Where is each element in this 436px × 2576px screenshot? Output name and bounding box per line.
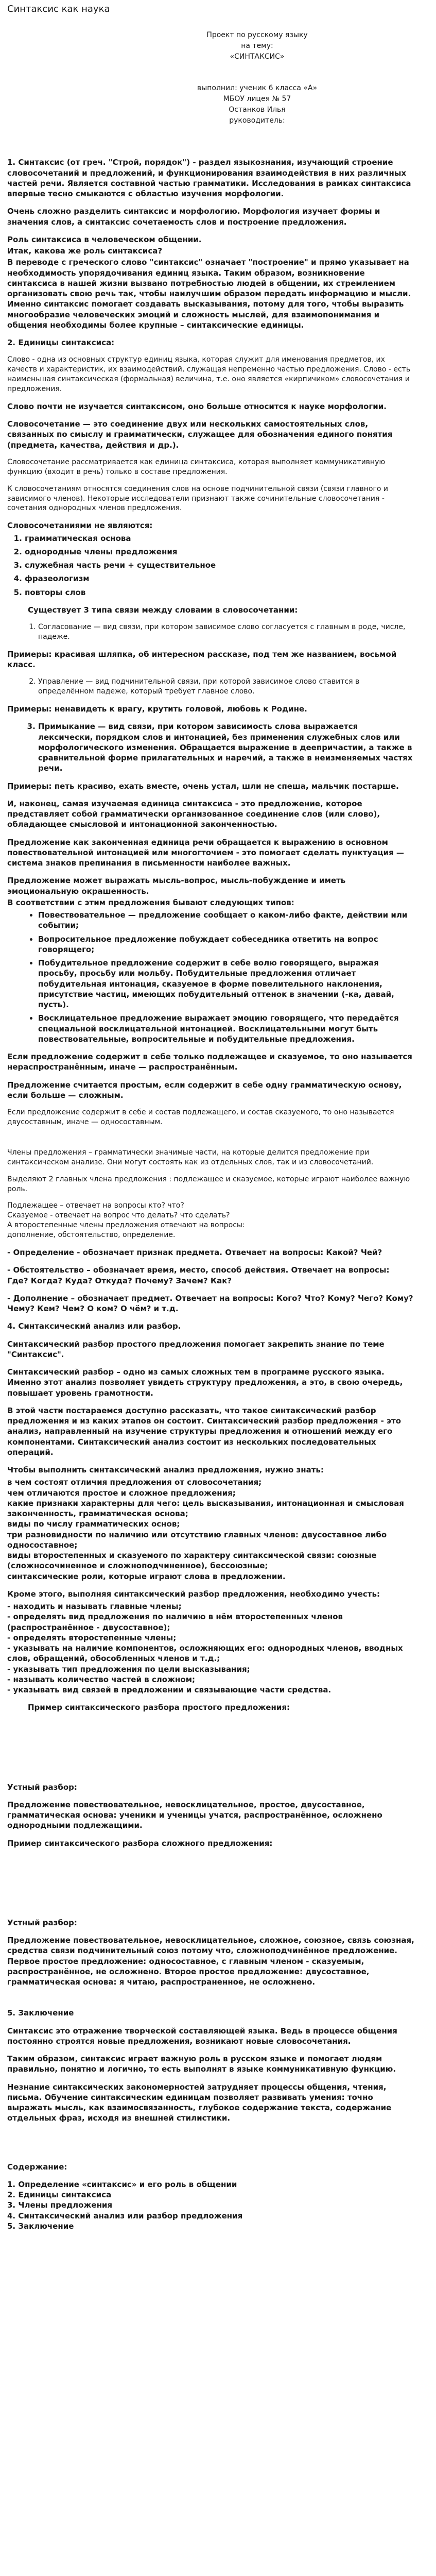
- link-types-list: [7, 721, 414, 773]
- intro-paragraph: 1. Синтаксис (от греч. "Строй, порядок") - раздел языкознания, изучающий строение словосочетаний и предложений, и функционирования взаимодействия в них различных частей речи. Является составной частью грамматики. Исследования в рамках синтаксиса впервые тесно смыкаются с областью изучения морфологии.: [7, 158, 411, 199]
- list-item: - называть количество частей в сложном;: [7, 1674, 195, 1684]
- list-item: чем отличаются простое и сложное предложения;: [7, 1488, 236, 1498]
- list-item: виды по числу грамматических основ;: [7, 1519, 180, 1529]
- body-paragraph: Предложение может выражать мысль-вопрос, мысль-побуждение и иметь эмоциональную окрашенность.: [7, 876, 346, 896]
- body-paragraph: Предложение повествовательное, невосклицательное, простое, двусоставное, грамматическая основа: ученики и ученицы учатся, распространённое, осложнено однородными подлежащими.: [7, 1800, 382, 1831]
- body-paragraph: Если предложение содержит в себе только подлежащее и сказуемое, то оно называется нераспространённым, иначе — распространённым.: [7, 1052, 412, 1072]
- link-types-list: [7, 622, 414, 642]
- list-item: - определять второстепенные члены;: [7, 1633, 177, 1642]
- member-definition: - Определение - обозначает признак предмета. Отвечает на вопросы: Какой? Чей?: [7, 1248, 382, 1258]
- list-item: 1. грамматическая основа: [25, 533, 414, 544]
- analysis-steps: [7, 1601, 414, 1695]
- topic-label: на тему:: [241, 42, 273, 50]
- example-paragraph: Примеры: петь красиво, ехать вместе, очень устал, шли не спеша, мальчик постарше.: [7, 781, 399, 791]
- list-item: 2. Управление — вид подчинительной связи, при которой зависимое слово ставится в определённом падеже, который требует главное слово.: [38, 677, 414, 697]
- contents-list: [7, 2179, 414, 2231]
- intro-paragraph: В переводе с греческого слово "синтаксис" означает "построение" и прямо указывает на необходимость упорядочивания единиц языка. Таким образом, возникновение синтаксиса в нашей жизни вызвано потребностью людей в общении, их стремлением организовать свою речь так, чтобы наилучшим образом передать информацию и мысли. Именно синтаксис помогает создавать высказывания, потому для того, чтобы выразить многообразие человеческих эмоций и сложность мыслей, для взаимопонимания и общения необходимы более крупные – синтаксические единицы.: [7, 258, 411, 330]
- list-item: - указывать вид связей в предложении и связывающие части средства.: [7, 1685, 332, 1695]
- intro-paragraph: Итак, какова же роль синтаксиса?: [7, 246, 163, 256]
- list-item: • Повествовательное — предложение сообщает о каком-либо факте, действии или событии;: [38, 910, 414, 931]
- cover-block: [7, 30, 414, 126]
- list-item: - указывать на наличие компонентов, осложняющих его: однородных членов, вводных слов, обращений, обособленных членов и т.д.;: [7, 1643, 403, 1664]
- list-item: синтаксические роли, которые играют слова в предложении.: [7, 1571, 286, 1581]
- list-item: 3. служебная часть речи + существительное: [25, 560, 414, 570]
- topic-name: «СИНТАКСИС»: [230, 53, 285, 61]
- not-phrases-list: [7, 533, 414, 598]
- list-item: три разновидности по наличию или отсутствию главных членов: двусоставное либо односоставное;: [7, 1530, 387, 1550]
- contents-heading: Содержание:: [7, 2162, 67, 2172]
- list-item: - находить и называть главные члены;: [7, 1602, 182, 1612]
- section-heading: 4. Синтаксический анализ или разбор.: [7, 1321, 181, 1331]
- body-paragraph: Незнание синтаксических закономерностей затрудняет процессы общения, чтения, письма. Обучение синтаксическим единицам позволяет развивать умения: точно выражать мысль, как взаимосвязанность, глубокое содержание текста, содержание отдельных фраз, исходя из внешней стилистики.: [7, 2082, 392, 2123]
- member-definition: Где? Когда? Куда? Откуда? Почему? Зачем? Как?: [7, 1276, 232, 1285]
- list-item: - определять вид предложения по наличию в нём второстепенных членов (распространённое - двусоставное);: [7, 1612, 343, 1632]
- body-paragraph: Кроме этого, выполняя синтаксический разбор предложения, необходимо учесть:: [7, 1589, 380, 1599]
- section-heading: 5. Заключение: [7, 2008, 74, 2018]
- author-line: выполнил: ученик 6 класса «А»: [197, 84, 318, 93]
- body-paragraph: К словосочетаниям относятся соединения слов на основе подчинительной связи (связи главного и зависимого членов). Некоторые исследователи признают также сочинительные словосочетания - сочетания однородных членов предложения.: [7, 484, 388, 513]
- link-types-list: [7, 677, 414, 697]
- school-name: МБОУ лицея № 57: [223, 95, 291, 104]
- question-line: дополнение, обстоятельство, определение.: [7, 1231, 176, 1240]
- list-item: 1. Согласование — вид связи, при котором зависимое слово согласуется с главным в роде, числе, падеже.: [38, 622, 414, 642]
- body-paragraph: Предложение повествовательное, невосклицательное, сложное, союзное, связь союзная, средства связи подчинительный союз потому что, сложноподчинённое предложение. Первое простое предложение: односоставное, с главным членом - сказуемым, распространённое, не осложнено. Второе простое предложение: двусоставное, грамматическая основа: я читаю, распространенное, не осложнено.: [7, 1936, 414, 1987]
- body-paragraph: Чтобы выполнить синтаксический анализ предложения, нужно знать:: [7, 1465, 324, 1475]
- list-heading: Существует 3 типа связи между словами в словосочетании:: [28, 605, 298, 615]
- body-paragraph: Таким образом, синтаксис играет важную роль в русском языке и помогает людям правильно, понятно и логично, то есть выполнят в языке коммуникативную функцию.: [7, 2054, 396, 2074]
- intro-paragraph: Роль синтаксиса в человеческом общении.: [7, 234, 202, 244]
- body-paragraph: Синтаксический разбор простого предложения помогает закрепить знание по теме "Синтаксис".: [7, 1339, 385, 1359]
- body-paragraph: Синтаксический разбор – одно из самых сложных тем в программе русского языка.: [7, 1367, 385, 1377]
- example-heading: Пример синтаксического разбора сложного предложения:: [7, 1838, 273, 1848]
- contents-item: 1. Определение «синтаксис» и его роль в общении: [7, 2179, 237, 2189]
- body-paragraph: Выделяют 2 главных члена предложения : подлежащее и сказуемое, которые играют наиболее важную роль.: [7, 1175, 410, 1193]
- example-paragraph: Примеры: красивая шляпка, об интересном рассказе, под тем же названием, восьмой класс.: [7, 649, 397, 670]
- body-paragraph: Члены предложения – грамматически значимые части, на которые делится предложение при синтаксическом анализе. Они могут состоять как из отдельных слов, так и из словосочетаний.: [7, 1148, 374, 1166]
- body-paragraph: Если предложение содержит в себе и состав подлежащего, и состав сказуемого, то оно называется двусоставным, иначе — односоставным.: [7, 1108, 394, 1127]
- list-item: • Вопросительное предложение побуждает собеседника ответить на вопрос говорящего;: [38, 934, 414, 955]
- body-paragraph: Слово - одна из основных структур единиц языка, которая служит для именования предметов, их качеств и характеристик, их взаимодействий, служащая непременно частью предложения. Слово - есть наименьшая синтаксическая (формальная) величина, т.е. оно является «кирпичиком» словосочетания и предложения.: [7, 355, 411, 393]
- list-item: • Побудительное предложение содержит в себе волю говорящего, выражая просьбу, просьбу или мольбу. Побудительные предложения отличает побудительная интонация, сказуемое в форме повелительного наклонения, присутствие частиц, имеющих побудительный оттенок в значении (-ка, давай, пусть).: [38, 958, 414, 1010]
- section-heading: Устный разбор:: [7, 1918, 77, 1927]
- list-item: какие признаки характерны для чего: цель высказывания, интонационная и смысловая законченность, грамматическая основа;: [7, 1498, 404, 1519]
- section-heading: 2. Единицы синтаксиса:: [7, 338, 115, 348]
- contents-item: 4. Синтаксический анализ или разбор предложения: [7, 2211, 243, 2221]
- member-definition: - Дополнение – обозначает предмет. Отвечает на вопросы: Кого? Что? Кому? Чего? Кому? Чему? Кем? Чем? О ком? О чём? и т.д.: [7, 1293, 413, 1314]
- intro-paragraph: Очень сложно разделить синтаксис и морфологию. Морфология изучает формы и значения слов, а синтаксис сочетаемость слов и построение предложения.: [7, 207, 380, 227]
- member-definition: - Обстоятельство – обозначает время, место, способ действия. Отвечает на вопросы:: [7, 1265, 390, 1275]
- supervisor-label: руководитель:: [229, 116, 285, 125]
- document-title: Синтаксис как наука: [7, 4, 110, 14]
- list-item: 2. однородные члены предложения: [25, 547, 414, 557]
- question-line: А второстепенные члены предложения отвечают на вопросы:: [7, 1221, 245, 1230]
- question-line: Сказуемое - отвечает на вопрос что делать? что сделать?: [7, 1211, 230, 1220]
- sentence-types-list: [7, 910, 414, 1044]
- list-item: 3. Примыкание — вид связи, при котором зависимость слова выражается лексически, порядком слов и интонацией, без применения служебных слов или морфологического изменения. Обращается выражение в деепричастии, а также в сравнительной форме прилагательных и наречий, а также в неизменяемых частях речи.: [38, 721, 414, 773]
- body-paragraph: В соответствии с этим предложения бывают следующих типов:: [7, 897, 294, 907]
- list-heading: Словосочетаниями не являются:: [7, 521, 153, 531]
- list-item: 4. фразеологизм: [25, 573, 414, 584]
- contents-item: 2. Единицы синтаксиса: [7, 2190, 112, 2200]
- body-paragraph: В этой части постараемся доступно рассказать, что такое синтаксический разбор предложения и из каких этапов он состоит. Синтаксический разбор предложения - это анализ, направленный на изучение структуры предложения и отношений между его компонентами. Синтаксический анализ состоит из нескольких последовательных операций.: [7, 1405, 401, 1457]
- project-label: Проект по русскому языку: [206, 31, 308, 40]
- body-paragraph: Предложение считается простым, если содержит в себе одну грамматическую основу, если больше — сложным.: [7, 1080, 402, 1100]
- list-item: в чем состоят отличия предложения от словосочетания;: [7, 1478, 262, 1487]
- contents-item: 3. Члены предложения: [7, 2200, 113, 2210]
- example-paragraph: Примеры: ненавидеть к врагу, крутить головой, любовь к Родине.: [7, 704, 307, 714]
- section-heading: Устный разбор:: [7, 1782, 77, 1792]
- body-paragraph: Синтаксис это отражение творческой составляющей языка. Ведь в процессе общения постоянно строятся новые предложения, возникают новые словосочетания.: [7, 2026, 397, 2046]
- example-heading: Пример синтаксического разбора простого предложения:: [28, 1703, 290, 1713]
- question-line: Подлежащее – отвечает на вопросы кто? что?: [7, 1201, 184, 1210]
- body-paragraph: Словосочетание — это соединение двух или нескольких самостоятельных слов, связанных по смыслу и грамматически, служащее для обозначения единого понятия (предмета, качества, действия и др.).: [7, 419, 393, 450]
- list-item: - указывать тип предложения по цели высказывания;: [7, 1664, 250, 1674]
- body-paragraph: Именно этот анализ позволяет увидеть структуру предложения, а это, в свою очередь, повышает уровень грамотности.: [7, 1378, 403, 1398]
- author-name: Останков Илья: [229, 106, 286, 114]
- analysis-steps: [7, 1477, 414, 1582]
- body-paragraph: Слово почти не изучается синтаксисом, оно больше относится к науке морфологии.: [7, 401, 387, 411]
- contents-item: 5. Заключение: [7, 2221, 74, 2231]
- body-paragraph: И, наконец, самая изучаемая единица синтаксиса - это предложение, которое представляет собой грамматически организованное соединение слов (или слово), обладающее смысловой и интонационной законченностью.: [7, 799, 380, 829]
- list-item: виды второстепенных и сказуемого по характеру синтаксической связи: союзные (сложносочиненное и сложноподчиненное), бессоюзные;: [7, 1551, 377, 1571]
- body-paragraph: Словосочетание рассматривается как единица синтаксиса, которая выполняет коммуникативную функцию (входит в речь) только в составе предложения.: [7, 457, 386, 476]
- body-paragraph: Предложение как законченная единица речи обращается к выражению в основном повествовательной интонацией или многогточием - это помогает сделать пунктуация — система знаков препинания в письменности наиболее важных.: [7, 837, 404, 868]
- list-item: • Восклицательное предложение выражает эмоцию говорящего, что передаётся специальной восклицательной интонацией. Восклицательными могут быть повествовательные, вопросительные и побудительные предложения.: [38, 1013, 414, 1044]
- list-item: 5. повторы слов: [25, 587, 414, 598]
